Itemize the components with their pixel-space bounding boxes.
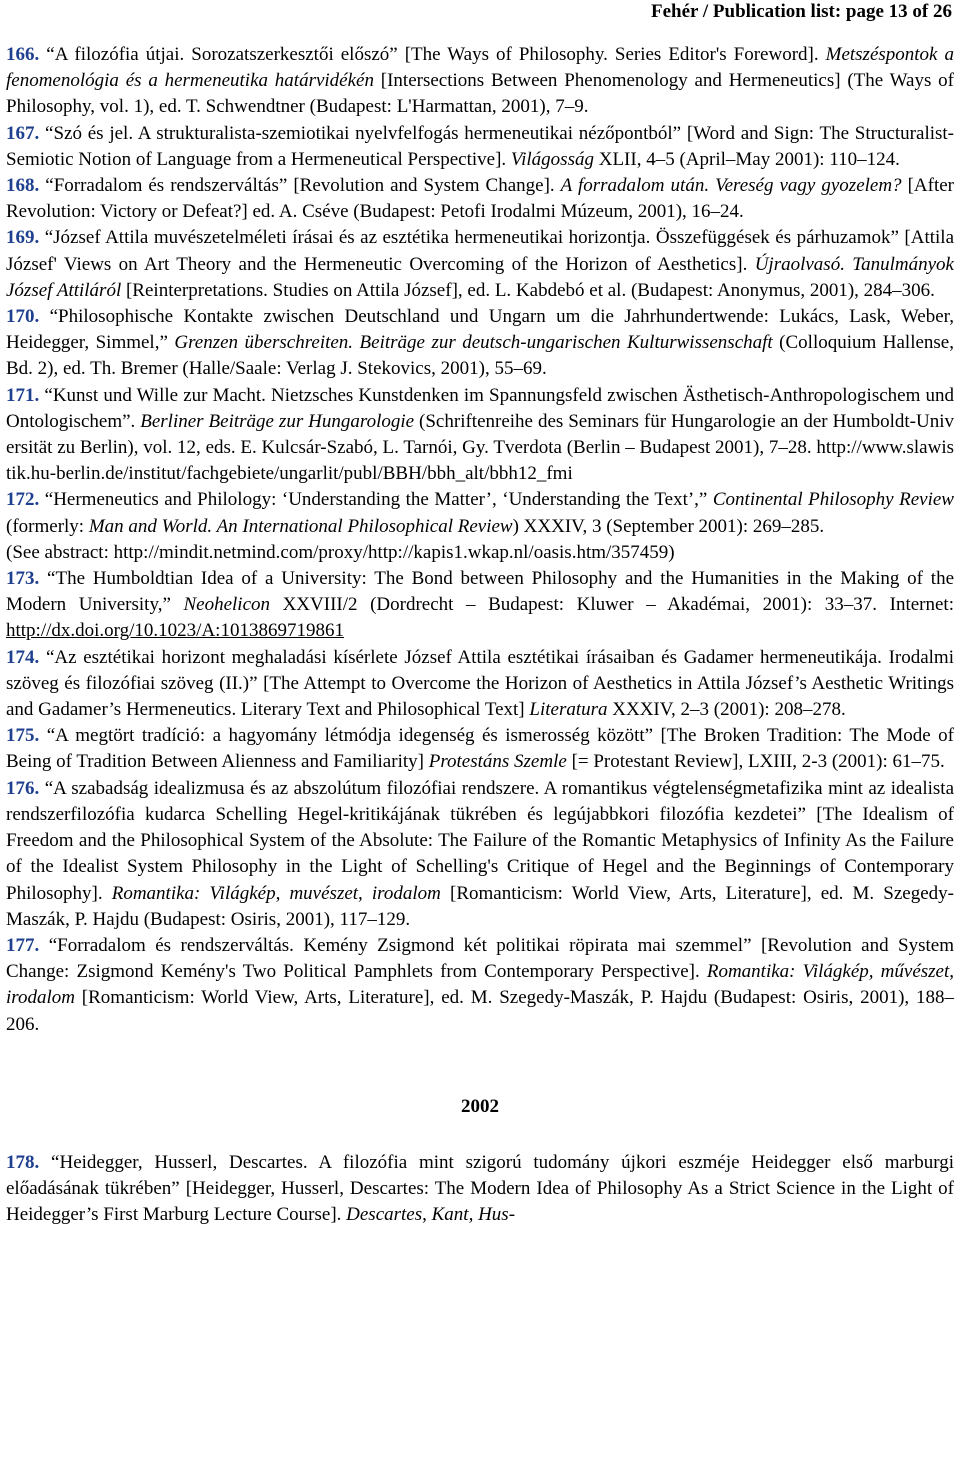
entry-text: (formerly: (6, 515, 89, 537)
entry-175 (6, 723, 954, 775)
entry-title-italic: Man and World. An International Philosophical Review (88, 515, 513, 537)
entry-title-italic: Romantika: Világkép, művészet, irodalom (6, 961, 955, 1009)
entry-number: 169. (6, 227, 40, 249)
entry-text: ) XXXIV, 3 (September 2001): 269–285. (512, 515, 825, 537)
entry-177 (6, 933, 954, 1038)
entry-text: XXXIV, 2–3 (2001): 208–278. (607, 699, 846, 721)
entry-text: [= Protestant Review], LXIII, 2-3 (2001): 61–75. (566, 751, 945, 773)
entry-number: 167. (6, 122, 40, 144)
entry-number: 176. (6, 777, 40, 799)
entry-171 (6, 383, 954, 488)
entry-text: “A filozófia útjai. Sorozatszerkesztői előszó” [The Ways of Philosophy. Series Editor's Foreword]. (39, 44, 826, 65)
entry-title-italic: Grenzen überschreiten. Beiträge zur deutsch-ungarischen Kulturwissenschaft (174, 332, 773, 354)
entry-number: 177. (6, 934, 40, 956)
entry-title-italic: Világosság (510, 148, 594, 170)
entry-number: 168. (6, 175, 40, 197)
entry-text: “A megtört tradíció: a hagyomány létmódja idegenség és ismerosség között” [The Broken Tradition: The Mode of Being of Tradition Between Alienness and Familiarity] (6, 725, 954, 773)
entry-text: “Heidegger, Husserl, Descartes. A filozófia mint szigorú tudomány újkori eszméje Heidegger első marburgi előadásának tükrében” [Heidegger, Husserl, Descartes: The Modern Idea of Philosophy As a Strict Science in the Light of Heidegger’s First Marburg Lecture Course]. (6, 1151, 954, 1226)
entry-title-italic: Metszéspontok a fenomenológia és a hermeneutika határvidékén (6, 44, 955, 92)
entry-number: 178. (6, 1151, 40, 1173)
entry-number: 174. (6, 646, 40, 668)
entry-title-italic: Újraolvasó. Tanulmányok József Attiláról (6, 253, 954, 301)
entry-text: “The Humboldtian Idea of a University: The Bond between Philosophy and the Humanities in the Making of the Modern University,” (6, 568, 954, 616)
entry-title-italic: A forradalom után. Vereség vagy gyozelem? (560, 175, 902, 197)
entry-title-italic: Romantika: Világkép, muvészet, irodalom (111, 882, 441, 904)
entry-number: 175. (6, 725, 40, 747)
entry-title-italic: Protestáns Szemle (428, 751, 567, 773)
entry-text: (Schriftenreihe des Seminars für Hungarologie an der Humboldt-Universität zu Berlin), vol. 12, eds. E. Kulcsár-Szabó, L. Tarnói, Gy. Tverdota (Berlin – Budapest 2001), 7–28. http://www.slawistik.hu-berlin.de/institut/fachgebiete/ungarlit/publ/BBH/bbh_alt/bbh12_fmi (6, 410, 954, 485)
entry-number: 170. (6, 306, 40, 328)
entry-170 (6, 304, 954, 383)
entry-text: [Romanticism: World View, Arts, Literature], ed. M. Szegedy-Maszák, P. Hajdu (Budapest: Osiris, 2001), 188–206. (6, 987, 954, 1035)
entry-text: “József Attila muvészetelméleti írásai és az esztétika hermeneutikai horizontja. Összefüggések és párhuzamok” [Attila József' Views on Art Theory and the Hermeneutic Overcoming of the Horizon of Aesthetics]. (6, 227, 954, 275)
doi-link[interactable]: http://dx.doi.org/10.1023/A:1013869719861 (6, 620, 344, 642)
entry-text: [Intersections Between Phenomenology and Hermeneutics] (The Ways of Philosophy, vol. 1), ed. T. Schwendtner (Budapest: L'Harmattan, 2001), 7–9. (6, 70, 954, 118)
entry-text: “Szó és jel. A strukturalista-szemiotikai nyelvfelfogás hermeneutikai nézőpontból” [Word and Sign: The Structuralist-Semiotic Notion of Language from a Hermeneutical Perspective]. (6, 122, 954, 170)
entry-text: “Hermeneutics and Philology: ‘Understanding the Matter’, ‘Understanding the Text’,” (39, 489, 713, 511)
entry-168 (6, 173, 954, 225)
year-heading: 2002 (461, 1095, 499, 1117)
entry-text: XLII, 4–5 (April–May 2001): 110–124. (593, 148, 900, 170)
entry-number: 171. (6, 384, 40, 406)
entry-text: “Forradalom és rendszerváltás. Kemény Zsigmond két politikai röpirata mai szemmel” [Revolution and System Change: Zsigmond Kemény's Two Political Pamphlets from Contemporary Perspective]. (6, 934, 954, 983)
entry-title-italic: Berliner Beiträge zur Hungarologie (140, 410, 415, 432)
entry-text: [Reinterpretations. Studies on Attila József], ed. L. Kabdebó et al. (Budapest: Anonymus, 2001), 284–306. (121, 279, 935, 301)
entry-173 (6, 566, 954, 645)
entry-text: “Philosophische Kontakte zwischen Deutschland und Ungarn um die Jahrhundertwende: Lukács, Lask, Weber, Heidegger, Simmel,” (6, 306, 954, 354)
entry-title-italic: Neohelicon (183, 594, 270, 616)
entry-number: 173. (6, 568, 40, 590)
entry-text: “Forradalom és rendszerváltás” [Revolution and System Change]. (39, 175, 561, 197)
entry-172 (6, 487, 954, 539)
entry-title-italic: Literatura (529, 699, 608, 721)
entry-166 (6, 42, 954, 121)
entry-174 (6, 645, 954, 724)
entry-title-italic: Descartes, Kant, Hus- (346, 1204, 516, 1226)
entry-number: 166. (6, 44, 40, 65)
entry-text: “Kunst und Wille zur Macht. Nietzsches Kunstdenken im Spannungsfeld zwischen Ästhetisch-Anthropologischem und Ontologischem”. (6, 384, 954, 432)
entry-text: “Az esztétikai horizont meghaladási kísérlete József Attila esztétikai írásaiban és Gadamer hermeneutikája. Irodalmi szöveg és filozófiai szöveg (II.)” [The Attempt to Overcome the Horizon of Aesthetics in Attila József’s Aesthetic Writings and Gadamer’s Hermeneutics. Literary Text and Philosophical Text] (6, 646, 954, 721)
entry-text: “A szabadság idealizmusa és az abszolútum filozófiai rendszere. A romantikus végtelenségmetafizika mint az idealista rendszerfilozófia kudarca Schelling Hegel-kritikájának tükrében és legújabbkori filozófia kezdetei” [The Idealism of Freedom and the Philosophical System of the Absolute: The Failure of the Romantic Metaphysics of Infinity As the Failure of the Idealist System Philosophy in the Light of Schelling's Critique of Hegel and the Beginnings of Contemporary Philosophy]. (6, 777, 954, 904)
entry-text: [Romanticism: World View, Arts, Literature], ed. M. Szegedy-Maszák, P. Hajdu (Budapest: Osiris, 2001), 117–129. (6, 882, 954, 930)
entry-167 (6, 121, 954, 173)
entry-169 (6, 225, 954, 304)
entry-172-abstract: (See abstract: http://mindit.netmind.com/proxy/http://kapis1.wkap.nl/oasis.htm/357459) (6, 541, 675, 563)
entry-text: [After Revolution: Victory or Defeat?] ed. A. Cséve (Budapest: Petofi Irodalmi Múzeum, 2001), 16–24. (6, 175, 954, 223)
entry-176 (6, 776, 954, 933)
entry-178 (6, 1150, 954, 1229)
page-header: Fehér / Publication list: page 13 of 26 (651, 1, 952, 22)
entry-number: 172. (6, 489, 40, 511)
entry-text: XXVIII/2 (Dordrecht – Budapest: Kluwer – Akadémai, 2001): 33–37. Internet: (270, 594, 954, 616)
entry-title-italic: Continental Philosophy Review (712, 489, 954, 511)
entry-text: (Colloquium Hallense, Bd. 2), ed. Th. Bremer (Halle/Saale: Verlag J. Stekovics, 2001), 55–69. (6, 332, 954, 380)
